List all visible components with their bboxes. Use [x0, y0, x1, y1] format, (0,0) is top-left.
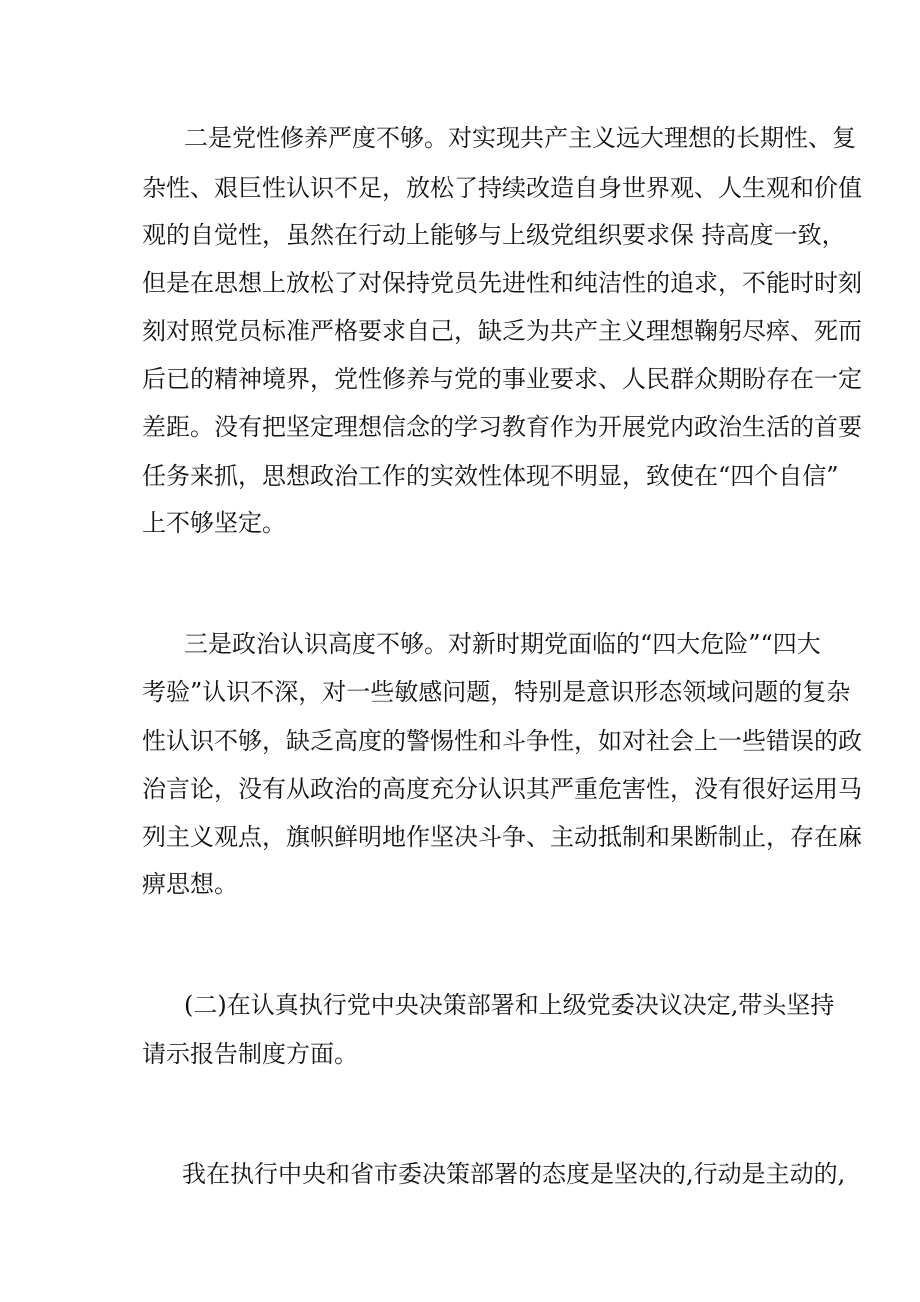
paragraph-line: 观的自觉性，虽然在行动上能够与上级党组织要求保 持高度一致，: [142, 221, 846, 249]
paragraph-line: 刻对照党员标准严格要求自己，缺乏为共产主义理想鞠躬尽瘁、死而: [142, 317, 862, 345]
paragraph-line: 但是在思想上放松了对保持党员先进性和纯洁性的追求，不能时时刻: [142, 269, 862, 297]
paragraph-line: 列主义观点，旗帜鲜明地作坚决斗争、主动抵制和果断制止，存在麻: [142, 823, 862, 851]
paragraph-line: 我在执行中央和省市委决策部署的态度是坚决的,行动是主动的,: [182, 1160, 846, 1188]
paragraph-line: 三是政治认识高度不够。对新时期党面临的“四大危险”“四大: [184, 630, 821, 658]
paragraph-line: 任务来抓，思想政治工作的实效性体现不明显，致使在“四个自信”: [142, 462, 839, 490]
paragraph-line: 痹思想。: [142, 870, 238, 898]
paragraph-line: 差距。没有把坚定理想信念的学习教育作为开展党内政治生活的首要: [142, 413, 862, 441]
section-heading-line: 请示报告制度方面。: [142, 1040, 358, 1068]
paragraph-line: 杂性、艰巨性认识不足，放松了持续改造自身世界观、人生观和价值: [142, 174, 862, 202]
section-heading-line: (二)在认真执行党中央决策部署和上级党委决议决定,带头坚持: [184, 991, 835, 1019]
paragraph-line: 性认识不够，缺乏高度的警惕性和斗争性，如对社会上一些错误的政: [142, 727, 862, 755]
paragraph-line: 上不够坚定。: [142, 509, 286, 537]
paragraph-line: 二是党性修养严度不够。对实现共产主义远大理想的长期性、复: [184, 124, 856, 152]
paragraph-line: 考验”认识不深，对一些敏感问题，特别是意识形态领域问题的复杂: [142, 678, 851, 706]
paragraph-line: 后已的精神境界，党性修养与党的事业要求、人民群众期盼存在一定: [142, 365, 862, 393]
paragraph-line: 治言论，没有从政治的高度充分认识其严重危害性，没有很好运用马: [142, 775, 862, 803]
